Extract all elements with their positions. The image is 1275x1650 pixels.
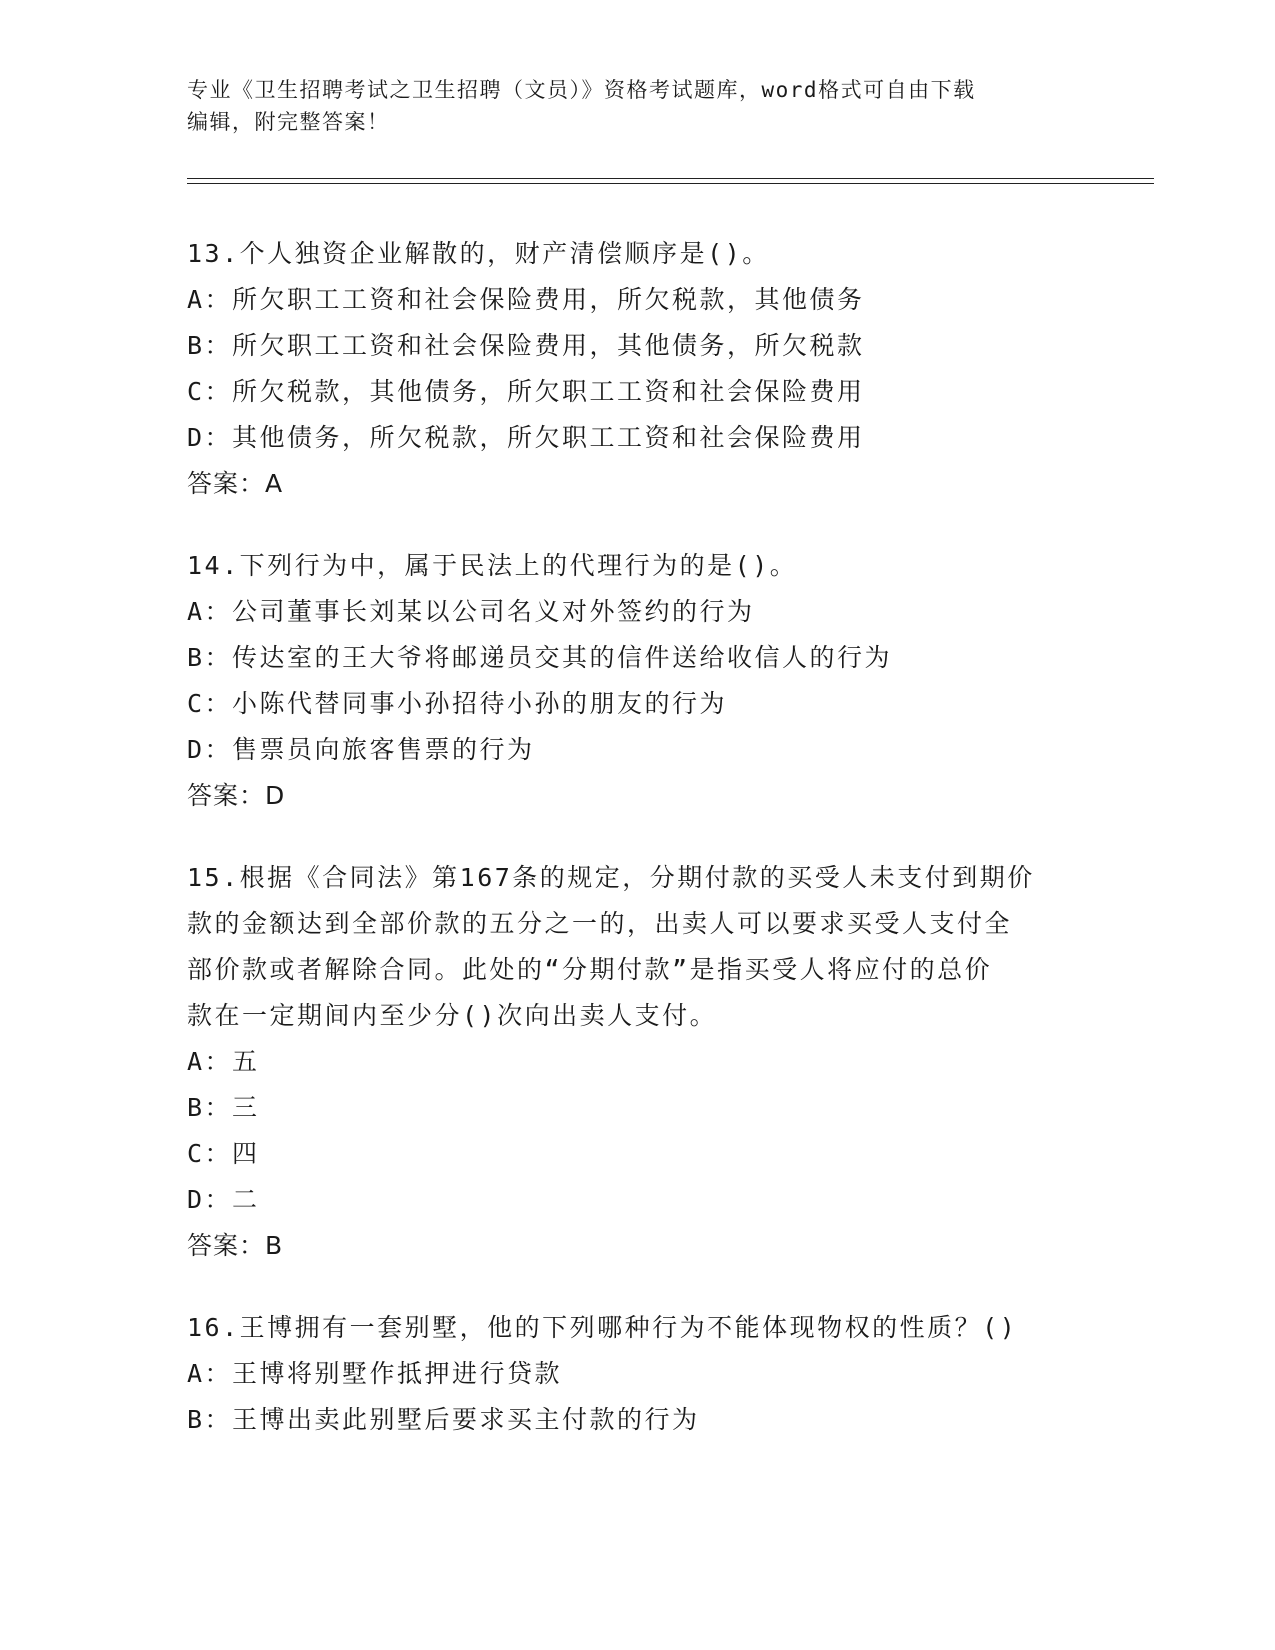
option-b: B：所欠职工工资和社会保险费用，其他债务，所欠税款 [187,331,865,360]
option-d: D：二 [187,1185,260,1214]
document-header [187,74,1087,138]
option-c: C：所欠税款，其他债务，所欠职工工资和社会保险费用 [187,377,865,406]
option-a: A：公司董事长刘某以公司名义对外签约的行为 [187,597,755,626]
header-rule-top [187,178,1154,179]
option-b: B：传达室的王大爷将邮递员交其的信件送给收信人的行为 [187,643,893,672]
option-c: C：四 [187,1139,260,1168]
question-list [187,231,1087,1479]
question-stem-line: 部价款或者解除合同。此处的“分期付款”是指买受人将应付的总价 [187,955,993,984]
header-line-2: 编辑，附完整答案！ [187,110,390,134]
question-stem: 13.个人独资企业解散的，财产清偿顺序是()。 [187,239,770,268]
option-b: B：王博出卖此别墅后要求买主付款的行为 [187,1405,700,1434]
option-b: B：三 [187,1093,260,1122]
question-stem-line: 15.根据《合同法》第167条的规定，分期付款的买受人未支付到期价 [187,863,1035,892]
question-stem-line: 款的金额达到全部价款的五分之一的，出卖人可以要求买受人支付全 [187,909,1013,938]
answer-label: 答案：B [187,1231,284,1260]
question-stem: 16.王博拥有一套别墅，他的下列哪种行为不能体现物权的性质？() [187,1313,1018,1342]
header-rule-bottom [187,183,1154,184]
option-d: D：其他债务，所欠税款，所欠职工工资和社会保险费用 [187,423,865,452]
question-13 [187,231,1087,507]
option-a: A：所欠职工工资和社会保险费用，所欠税款，其他债务 [187,285,865,314]
question-stem: 14.下列行为中，属于民法上的代理行为的是()。 [187,551,798,580]
answer-label: 答案：D [187,781,286,810]
question-16 [187,1305,1087,1443]
question-stem-line: 款在一定期间内至少分()次向出卖人支付。 [187,1001,718,1030]
answer-label: 答案：A [187,469,284,498]
header-line-1: 专业《卫生招聘考试之卫生招聘（文员）》资格考试题库，word格式可自由下载 [187,78,976,102]
option-c: C：小陈代替同事小孙招待小孙的朋友的行为 [187,689,728,718]
option-a: A：王博将别墅作抵押进行贷款 [187,1359,563,1388]
question-15 [187,855,1087,1269]
option-d: D：售票员向旅客售票的行为 [187,735,535,764]
question-14 [187,543,1087,819]
option-a: A：五 [187,1047,260,1076]
